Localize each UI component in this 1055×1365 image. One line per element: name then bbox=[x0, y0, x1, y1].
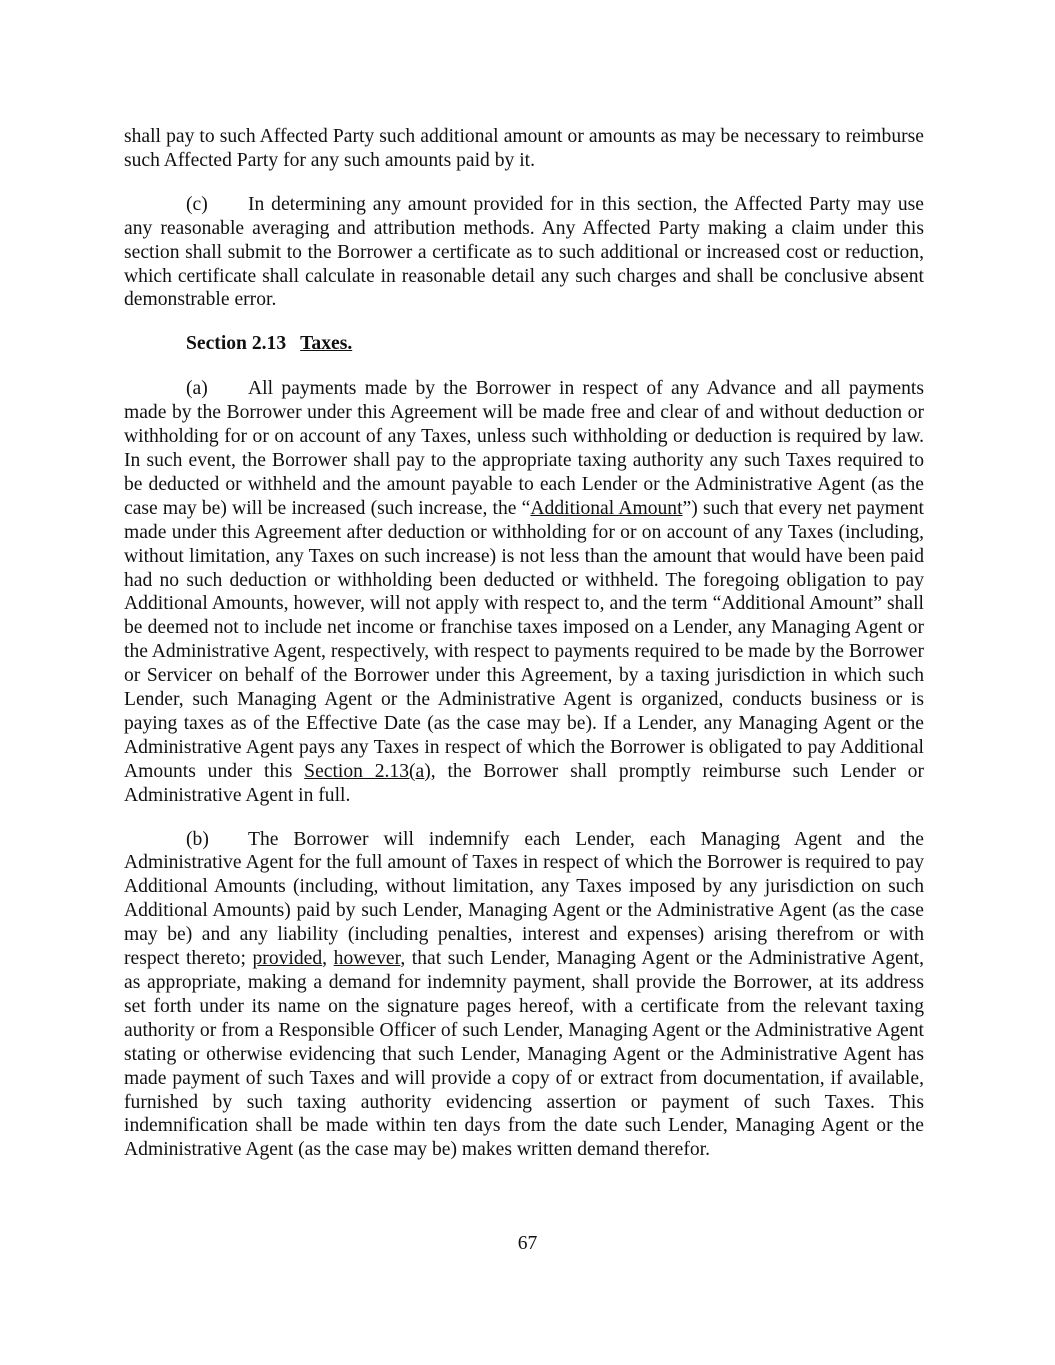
paragraph-b-text-2: , that such Lender, Managing Agent or the Administrative Agent, as appropriate, making a demand for indemnity payment, shall provide the Borrower, at its address set forth under its name on the signature pages hereof, with a certificate from the relevant taxing authority or from a Responsible Officer of such Lender, Managing Agent or the Administrative Agent stating or otherwise evidencing that such Lender, Managing Agent or the Administrative Agent has made payment of such Taxes and will provide a copy of or extract from documentation, if available, furnished by such taxing authority evidencing assertion or payment of such Taxes. This indemnification shall be made within ten days from the date such Lender, Managing Agent or the Administrative Agent (as the case may be) makes written demand therefor. bbox=[124, 948, 925, 1161]
section-number: Section 2.13 bbox=[186, 333, 287, 355]
defined-term-additional-amount: Additional Amount bbox=[530, 497, 683, 519]
page-number: 67 bbox=[517, 1233, 538, 1254]
paragraph-a-label: (a) bbox=[186, 378, 208, 400]
paragraph-a-text-1: All payments made by the Borrower in respect of any Advance and all payments made by the Borrower under this Agreement will be made free and clear of and without deduction or withholding for or on account of any Taxes, unless such withholding or deduction is required by law. In such event, the Borrower shall pay to the appropriate taxing authority any such Taxes required to be deducted or withheld and the amount payable to each Lender or the Administrative Agent (as the case may be) will be increased (such increase, the “ bbox=[124, 378, 924, 519]
paragraph-b-label: (b) bbox=[186, 828, 209, 850]
provided-term: provided bbox=[252, 948, 323, 970]
paragraph-a bbox=[124, 377, 924, 807]
cross-reference-link[interactable]: Section 2.13(a) bbox=[304, 760, 431, 782]
section-heading bbox=[186, 332, 924, 356]
paragraph-c-text: In determining any amount provided for in this section, the Affected Party may use any reasonable averaging and attribution methods. Any Affected Party making a claim under this section shall submit to the Borrower a certificate as to such additional or increased cost or reduction, which certificate shall calculate in reasonable detail any such charges and shall be conclusive absent demonstrable error. bbox=[124, 193, 924, 311]
paragraph-b bbox=[124, 828, 924, 1163]
paragraph-c bbox=[124, 193, 924, 313]
however-term: however bbox=[333, 948, 401, 970]
paragraph-b-text-1: The Borrower will indemnify each Lender, each Managing Agent and the Administrative Agent for the full amount of Taxes in respect of which the Borrower is required to pay Additional Amounts (including, without limitation, any Taxes imposed by any jurisdiction on such Additional Amounts) paid by such Lender, Managing Agent or the Administrative Agent (as the case may be) and any liability (including penalties, interest and expenses) arising therefrom or with respect thereto; bbox=[124, 828, 924, 970]
section-title: Taxes. bbox=[300, 333, 353, 355]
document-page bbox=[124, 125, 924, 1162]
paragraph-continued-text: shall pay to such Affected Party such additional amount or amounts as may be necessary to reimburse such Affected Party for any such amounts paid by it. bbox=[124, 126, 924, 171]
paragraph-continued bbox=[124, 125, 924, 173]
paragraph-a-text-2: ”) such that every net payment made under this Agreement after deduction or withholding for or on account of any Taxes (including, without limitation, any Taxes on such increase) is not less than the amount that would have been paid had no such deduction or withholding been deducted or withheld. The foregoing obligation to pay Additional Amounts, however, will not apply with respect to, and the term “Additional Amount” shall be deemed not to include net income or franchise taxes imposed on a Lender, any Managing Agent or the Administrative Agent, respectively, with respect to payments required to be made by the Borrower or Servicer on behalf of the Borrower under this Agreement, by a taxing jurisdiction in which such Lender, such Managing Agent or the Administrative Agent is organized, conducts business or is paying taxes as of the Effective Date (as the case may be). If a Lender, any Managing Agent or the Administrative Agent pays any Taxes in respect of which the Borrower is obligated to pay Additional Amounts under this bbox=[124, 497, 924, 782]
paragraph-c-label: (c) bbox=[186, 193, 208, 215]
comma-separator: , bbox=[322, 948, 334, 970]
paragraph-a-text-3: , the Borrower shall promptly reimburse such Lender or Administrative Agent in full. bbox=[124, 760, 924, 806]
